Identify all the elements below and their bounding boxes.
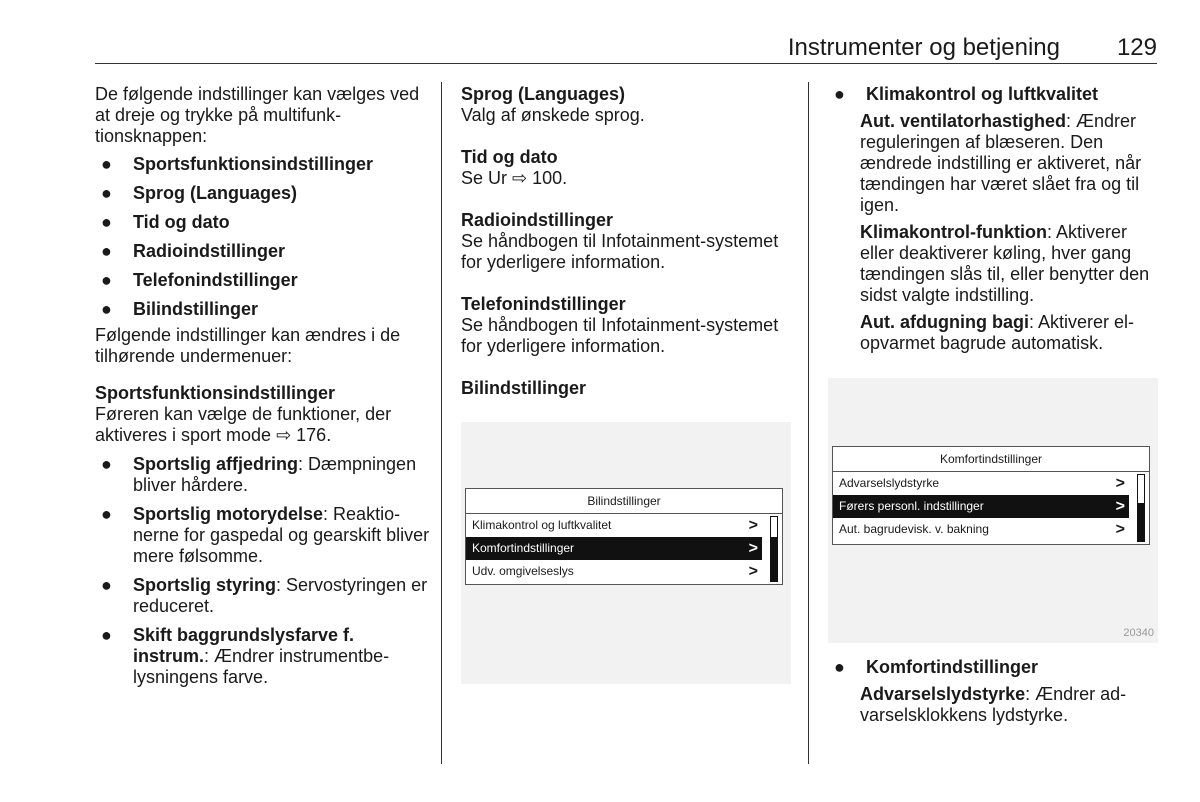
column-divider-1	[441, 82, 442, 764]
comfort-item: Advarselslydstyrke: Ændrer advarselsklokkens lydstyrke.	[860, 684, 1127, 725]
column-divider-2	[808, 82, 809, 764]
column-3-bottom	[828, 657, 1158, 726]
bullet-icon: ●	[101, 454, 112, 474]
header-rule	[95, 63, 1157, 64]
display-image-komfortindstillinger	[828, 378, 1158, 643]
scrollbar[interactable]	[1137, 474, 1145, 542]
bullet-icon: ●	[101, 575, 112, 595]
intro-text: De følgende indstillinger kan vælges ved at dreje og trykke på multifunktionsknappen:	[95, 84, 420, 146]
section-heading: Bilindstillinger	[461, 378, 587, 398]
bullet-icon: ●	[101, 625, 112, 645]
list-item: ● Klimakontrol og luftkvalitet	[834, 84, 1099, 104]
climate-item: Aut. ventilatorhastighed: Ændrer reguleringen af blæseren. Den ændrede indstilling er aktiveret, når tændingen har været slået fra og til igen.	[860, 111, 1142, 215]
menu-title: Komfortindstillinger	[833, 447, 1149, 472]
submenu-text: Følgende indstillinger kan ændres i de tilhørende undermenuer:	[95, 325, 401, 366]
bullet-icon: ●	[101, 299, 112, 319]
list-item: ● Sportslig affjedring: Dæmpningen bliver hårdere.	[101, 454, 417, 495]
image-number: 20340	[1123, 627, 1154, 639]
menu-title: Bilindstillinger	[466, 489, 782, 514]
section-heading: Tid og dato	[461, 147, 558, 167]
list-item: ● Telefonindstillinger	[101, 270, 298, 290]
page-number: 129	[1116, 34, 1157, 61]
sport-heading: Sportsfunktionsindstillinger	[95, 383, 336, 403]
section-text: Se håndbogen til Infotainment-systemet for yderligere information.	[461, 231, 779, 272]
section-text: Se håndbogen til Infotainment-systemet for yderligere information.	[461, 315, 779, 356]
list-item: ● Sprog (Languages)	[101, 183, 298, 203]
section-text: Valg af ønskede sprog.	[461, 105, 645, 125]
menu-item[interactable]: Advarselslydstyrke >	[833, 472, 1129, 495]
scrollbar-thumb[interactable]	[1138, 503, 1144, 541]
bullet-icon: ●	[101, 212, 112, 232]
section-text: Se Ur ⇨ 100.	[461, 168, 568, 188]
chevron-right-icon: >	[1115, 498, 1125, 515]
bullet-icon: ●	[834, 84, 845, 104]
chevron-right-icon: >	[748, 540, 758, 557]
page-header-title: Instrumenter og betjening	[787, 34, 1060, 61]
menu-item-selected[interactable]: Komfortindstillinger >	[466, 537, 762, 560]
menu-item[interactable]: Udv. omgivelseslys >	[466, 560, 762, 583]
bullet-icon: ●	[101, 504, 112, 524]
section-heading: Telefonindstillinger	[461, 294, 626, 314]
climate-item: Klimakontrol-funktion: Aktiverer eller deaktiverer køling, hver gang tændingen slås til, eller benytter den sidst valgte indstilling.	[860, 222, 1150, 305]
bullet-icon: ●	[101, 270, 112, 290]
chevron-right-icon: >	[748, 517, 758, 534]
list-item: ● Komfortindstillinger	[834, 657, 1038, 677]
climate-item: Aut. afdugning bagi: Aktiverer elopvarmet bagrude automatisk.	[860, 312, 1135, 353]
chevron-right-icon: >	[1115, 521, 1125, 538]
chevron-right-icon: >	[1115, 475, 1125, 492]
bullet-icon: ●	[101, 183, 112, 203]
bullet-icon: ●	[101, 154, 112, 174]
sport-items	[95, 454, 430, 688]
menu-item[interactable]: Aut. bagrudevisk. v. bakning >	[833, 518, 1129, 541]
list-item: ● Bilindstillinger	[101, 299, 259, 319]
menu-item-selected[interactable]: Førers personl. indstillinger >	[833, 495, 1129, 518]
list-item: ● Sportslig styring: Servostyringen er reduceret.	[101, 575, 428, 616]
sport-text: Føreren kan vælge de funktioner, der aktiveres i sport mode ⇨ 176.	[95, 404, 392, 445]
section-heading: Sprog (Languages)	[461, 84, 626, 104]
list-item: ● Skift baggrundslysfarve f. instrum.: Ændrer instrumentbelysningens farve.	[101, 625, 390, 687]
settings-list	[95, 154, 430, 320]
section-heading: Radioindstillinger	[461, 210, 614, 230]
list-item: ● Tid og dato	[101, 212, 230, 232]
display-image-bilindstillinger	[461, 422, 791, 684]
chevron-right-icon: >	[748, 563, 758, 580]
column-3	[828, 84, 1158, 354]
scrollbar[interactable]	[770, 516, 778, 582]
menu-item[interactable]: Klimakontrol og luftkvalitet >	[466, 514, 762, 537]
column-2	[461, 84, 791, 399]
bullet-icon: ●	[101, 241, 112, 261]
screen-menu	[832, 446, 1150, 545]
list-item: ● Sportsfunktionsindstillinger	[101, 154, 374, 174]
scrollbar-thumb[interactable]	[771, 537, 777, 581]
screen-menu	[465, 488, 783, 585]
bullet-icon: ●	[834, 657, 845, 677]
column-1	[95, 84, 430, 688]
list-item: ● Sportslig motorydelse: Reaktionerne for gaspedal og gearskift bliver mere følsomme.	[101, 504, 430, 566]
list-item: ● Radioindstillinger	[101, 241, 286, 261]
